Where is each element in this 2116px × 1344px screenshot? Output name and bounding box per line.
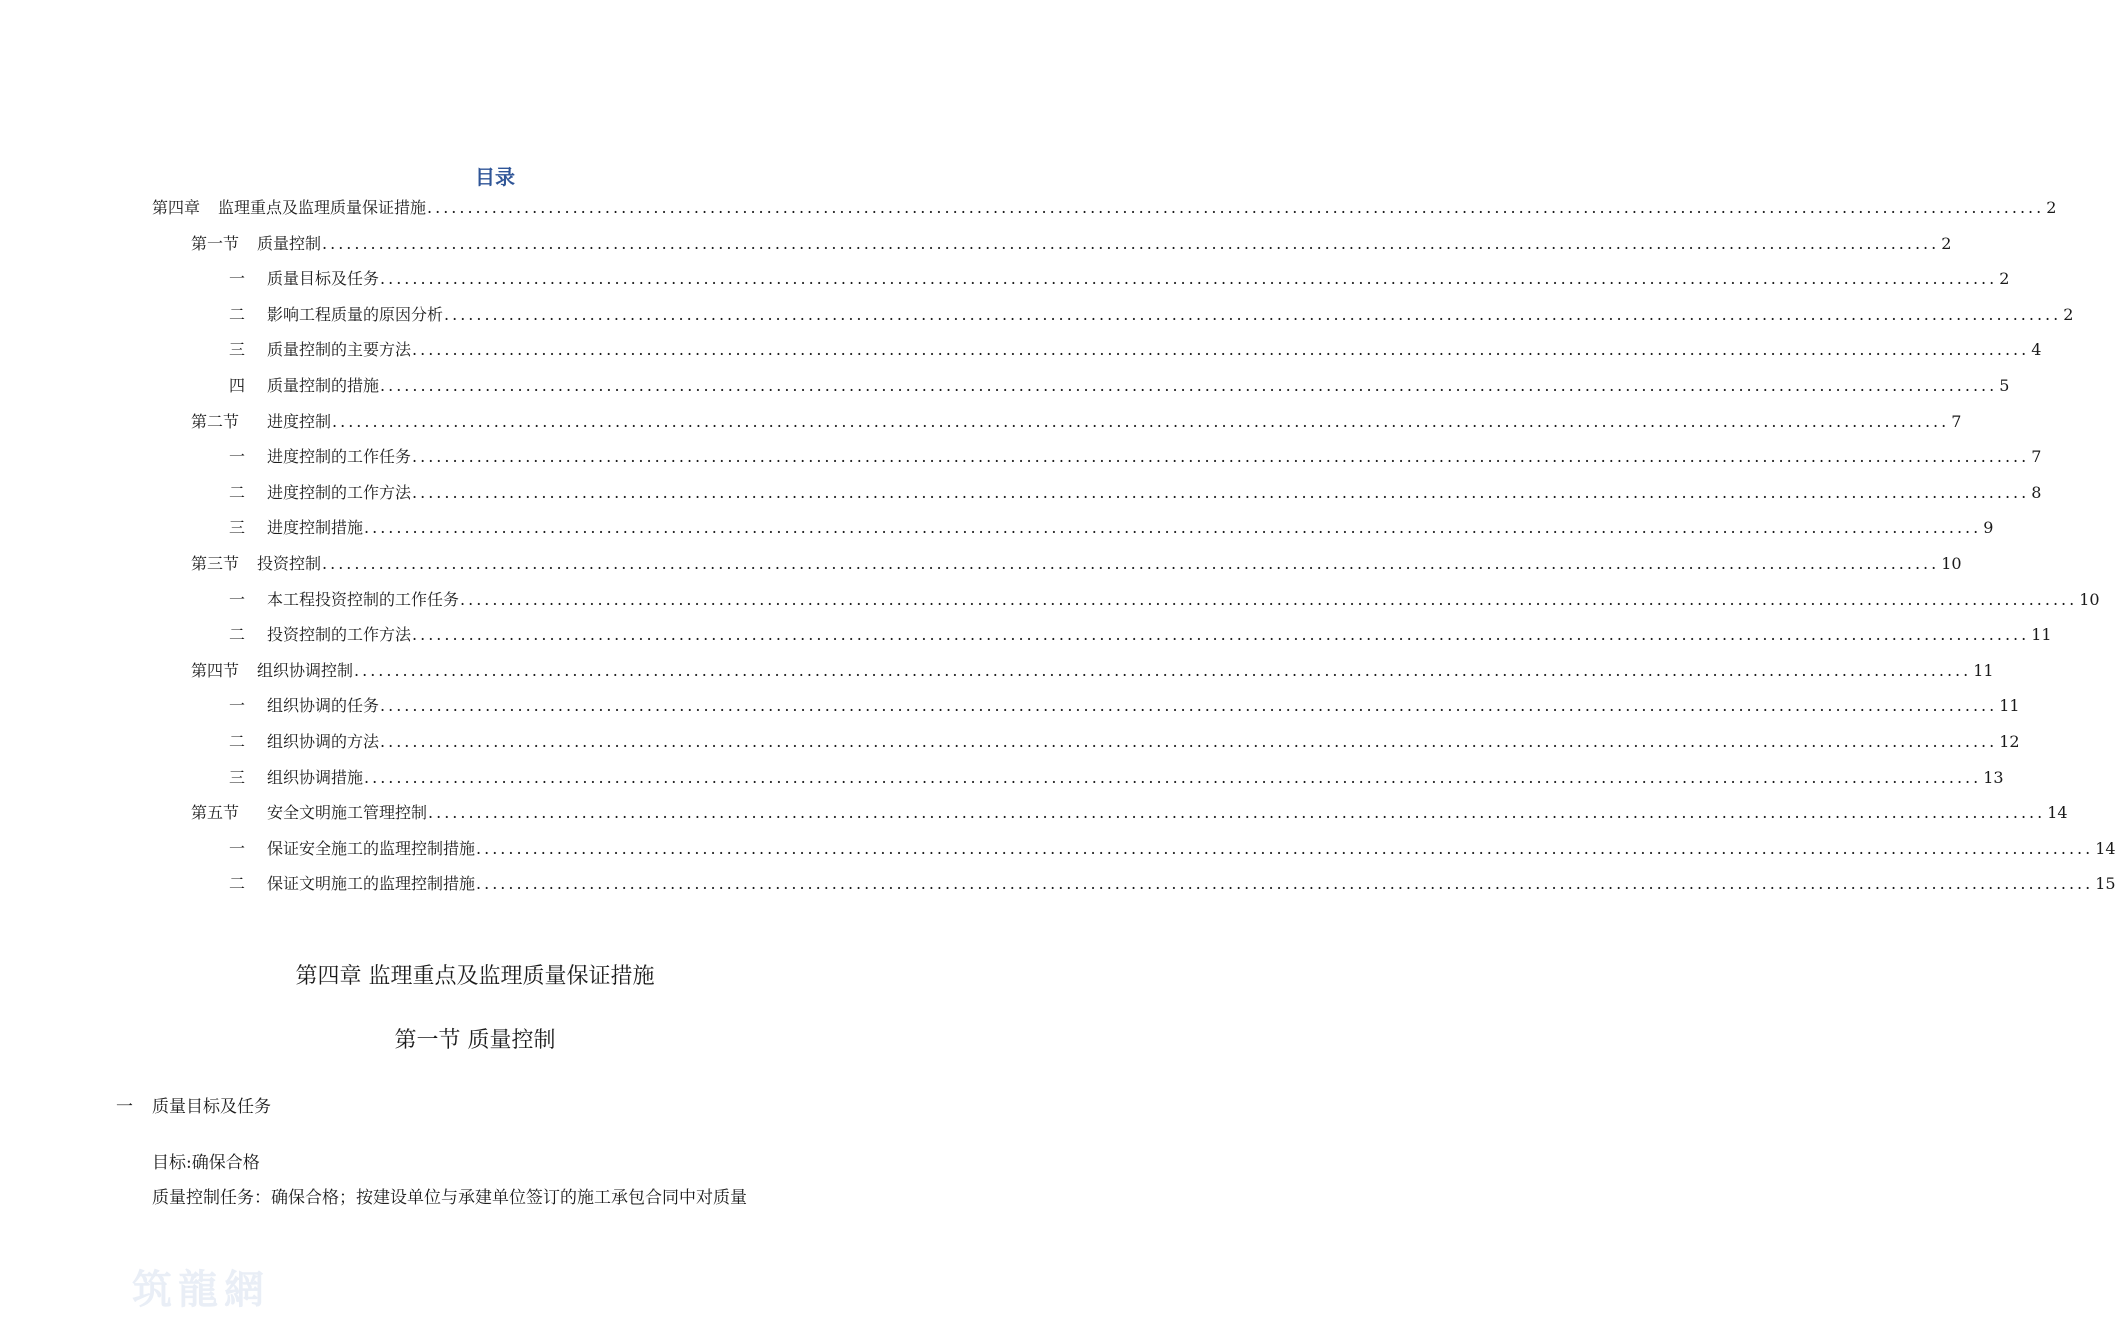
paragraph-task: 质量控制任务：确保合格；按建设单位与承建单位签订的施工承包合同中对质量 [152,1188,747,1208]
toc-entry[interactable] [229,368,2010,404]
toc-entry-number: 二 [229,874,246,894]
toc-page-number: 11 [1973,660,1994,680]
toc-entry[interactable] [229,261,2010,297]
toc-entry-title [229,696,379,716]
toc-leader-dots: ........................................................................................................................................................................................................ [322,233,1940,253]
section-heading: 第一节 质量控制 [394,1028,556,1053]
toc-entry[interactable] [229,510,1994,546]
toc-entry-number: 一 [229,696,246,716]
subsection-number: 一 [116,1097,133,1117]
toc-entry-text: 进度控制措施 [267,518,364,538]
toc-leader-dots: ........................................................................................................................................................................................................ [427,198,2045,217]
toc-entry[interactable] [229,760,2004,796]
toc-leader-dots: ........................................................................................................................................................................................................ [412,625,2030,645]
toc-leader-dots: ........................................................................................................................................................................................................ [412,447,2030,467]
subsection-heading [116,1094,271,1120]
toc-page-number: 13 [1983,767,2004,787]
toc-entry[interactable] [229,582,2100,618]
toc-entry-text: 监理重点及监理质量保证措施 [218,198,427,217]
toc-entry[interactable] [229,831,2116,867]
toc-page-number: 4 [2031,340,2042,360]
toc-entry[interactable] [191,546,1962,582]
toc-entry-title [229,447,411,467]
toc-leader-dots: ........................................................................................................................................................................................................ [332,411,1950,431]
toc-leader-dots: ........................................................................................................................................................................................................ [412,482,2030,502]
chapter-heading: 第四章 监理重点及监理质量保证措施 [295,964,655,989]
toc-entry-title [229,483,411,503]
toc-page-number: 10 [2079,589,2100,609]
toc-entry[interactable] [191,795,2068,831]
toc-page-number: 7 [2031,447,2042,467]
toc-entry-number: 第二节 [191,411,240,431]
toc-entry-title [229,768,363,788]
toc-page-number: 2 [2046,198,2057,217]
toc-entry-text: 投资控制 [257,554,322,573]
toc-entry-number: 三 [229,518,246,538]
toc-entry-title [229,518,363,538]
toc-page-number: 12 [1999,732,2020,751]
toc-entry-text: 进度控制 [267,411,332,431]
toc-entry-number: 二 [229,304,246,324]
toc-entry[interactable] [229,866,2116,902]
toc-entry-text: 保证安全施工的监理控制措施 [267,838,476,858]
toc-page-number: 7 [1951,411,1962,431]
toc-entry[interactable] [152,190,2057,226]
toc-entry-title [152,198,426,218]
toc-entry[interactable] [229,688,2020,724]
toc-entry[interactable] [229,332,2042,368]
toc-entry-text: 质量控制的措施 [267,376,380,395]
toc-page-number: 2 [1941,233,1952,253]
toc-entry-number: 三 [229,340,246,360]
toc-leader-dots: ........................................................................................................................................................................................................ [476,838,2094,858]
toc-entry-title [229,340,411,360]
toc-entry-title [191,803,427,823]
toc-entry[interactable] [191,226,1952,262]
toc-entry-title [229,376,379,396]
toc-page-number: 14 [2047,803,2068,823]
toc-page-number: 2 [1999,269,2010,289]
toc-entry-text: 本工程投资控制的工作任务 [267,589,460,609]
toc-leader-dots: ........................................................................................................................................................................................................ [460,589,2078,609]
toc-entry-text: 组织协调措施 [267,767,364,787]
toc-entry-title [229,269,379,289]
toc-entry-text: 进度控制的工作方法 [267,482,412,502]
toc-leader-dots: ........................................................................................................................................................................................................ [412,340,2030,360]
toc-entry-number: 二 [229,625,246,645]
toc-leader-dots: ........................................................................................................................................................................................................ [380,696,1998,716]
toc-entry-text: 组织协调的方法 [267,732,380,751]
toc-entry-text: 保证文明施工的监理控制措施 [267,874,476,894]
toc-entry-title [191,554,321,574]
toc-entry[interactable] [229,617,2052,653]
toc-entry-number: 四 [229,376,246,395]
toc-entry-text: 影响工程质量的原因分析 [267,304,444,324]
toc-page-number: 2 [2063,304,2074,324]
toc-entry-title [229,305,443,325]
toc-leader-dots: ........................................................................................................................................................................................................ [364,767,1982,787]
toc-leader-dots: ........................................................................................................................................................................................................ [444,304,2062,324]
toc-entry-text: 安全文明施工管理控制 [267,803,428,823]
toc-entry-text: 进度控制的工作任务 [267,447,412,467]
toc-entry-title [229,839,475,859]
toc-leader-dots: ........................................................................................................................................................................................................ [354,660,1972,680]
toc-entry-title [229,874,475,894]
toc-leader-dots: ........................................................................................................................................................................................................ [380,376,1998,395]
toc-entry-text: 质量控制 [257,233,322,253]
toc-leader-dots: ........................................................................................................................................................................................................ [364,518,1982,538]
toc-entry[interactable] [229,724,2020,760]
toc-entry[interactable] [191,653,1994,689]
toc-leader-dots: ........................................................................................................................................................................................................ [428,803,2046,823]
toc-entry-text: 组织协调控制 [257,660,354,680]
toc-page-number: 11 [2031,625,2052,645]
toc-leader-dots: ........................................................................................................................................................................................................ [380,269,1998,289]
toc-entry-number: 一 [229,269,246,289]
toc-entry-number: 一 [229,589,246,609]
toc-page-number: 10 [1941,554,1962,573]
toc-entry-text: 组织协调的任务 [267,696,380,716]
toc-entry-number: 一 [229,838,246,858]
toc-entry-number: 二 [229,482,246,502]
toc-entry-title [191,412,331,432]
toc-entry[interactable] [229,297,2074,333]
toc-entry-text: 质量目标及任务 [267,269,380,289]
toc-entry[interactable] [229,439,2042,475]
toc-title: 目录 [475,165,515,189]
toc-entry-title [229,732,379,752]
toc-entry-number: 第一节 [191,233,240,253]
toc-entry-number: 第四节 [191,660,240,680]
toc-entry-number: 第五节 [191,803,240,823]
toc-page-number: 11 [1999,696,2020,716]
toc-page-number: 8 [2031,482,2042,502]
toc-entry-text: 质量控制的主要方法 [267,340,412,360]
toc-page-number: 14 [2095,838,2116,858]
toc-page-number: 9 [1983,518,1994,538]
toc-entry-title [191,234,321,254]
toc-page-number: 15 [2095,874,2116,894]
toc-entry-number: 第三节 [191,554,240,573]
toc-entry-number: 第四章 [152,198,201,217]
subsection-title: 质量目标及任务 [152,1097,271,1117]
paragraph-goal: 目标:确保合格 [152,1153,260,1173]
toc-entry-number: 二 [229,732,246,751]
toc-leader-dots: ........................................................................................................................................................................................................ [322,554,1940,573]
toc-entry[interactable] [229,475,2042,511]
toc-entry-title [229,590,459,610]
toc-entry-number: 一 [229,447,246,467]
toc-entry-title [191,661,353,681]
toc-leader-dots: ........................................................................................................................................................................................................ [476,874,2094,894]
watermark-logo: 筑龍網 [132,1266,270,1313]
toc-entry-number: 三 [229,767,246,787]
toc-entry-text: 投资控制的工作方法 [267,625,412,645]
toc-entry-title [229,625,411,645]
toc-leader-dots: ........................................................................................................................................................................................................ [380,732,1998,751]
toc-page-number: 5 [1999,376,2010,395]
toc-entry[interactable] [191,404,1962,440]
